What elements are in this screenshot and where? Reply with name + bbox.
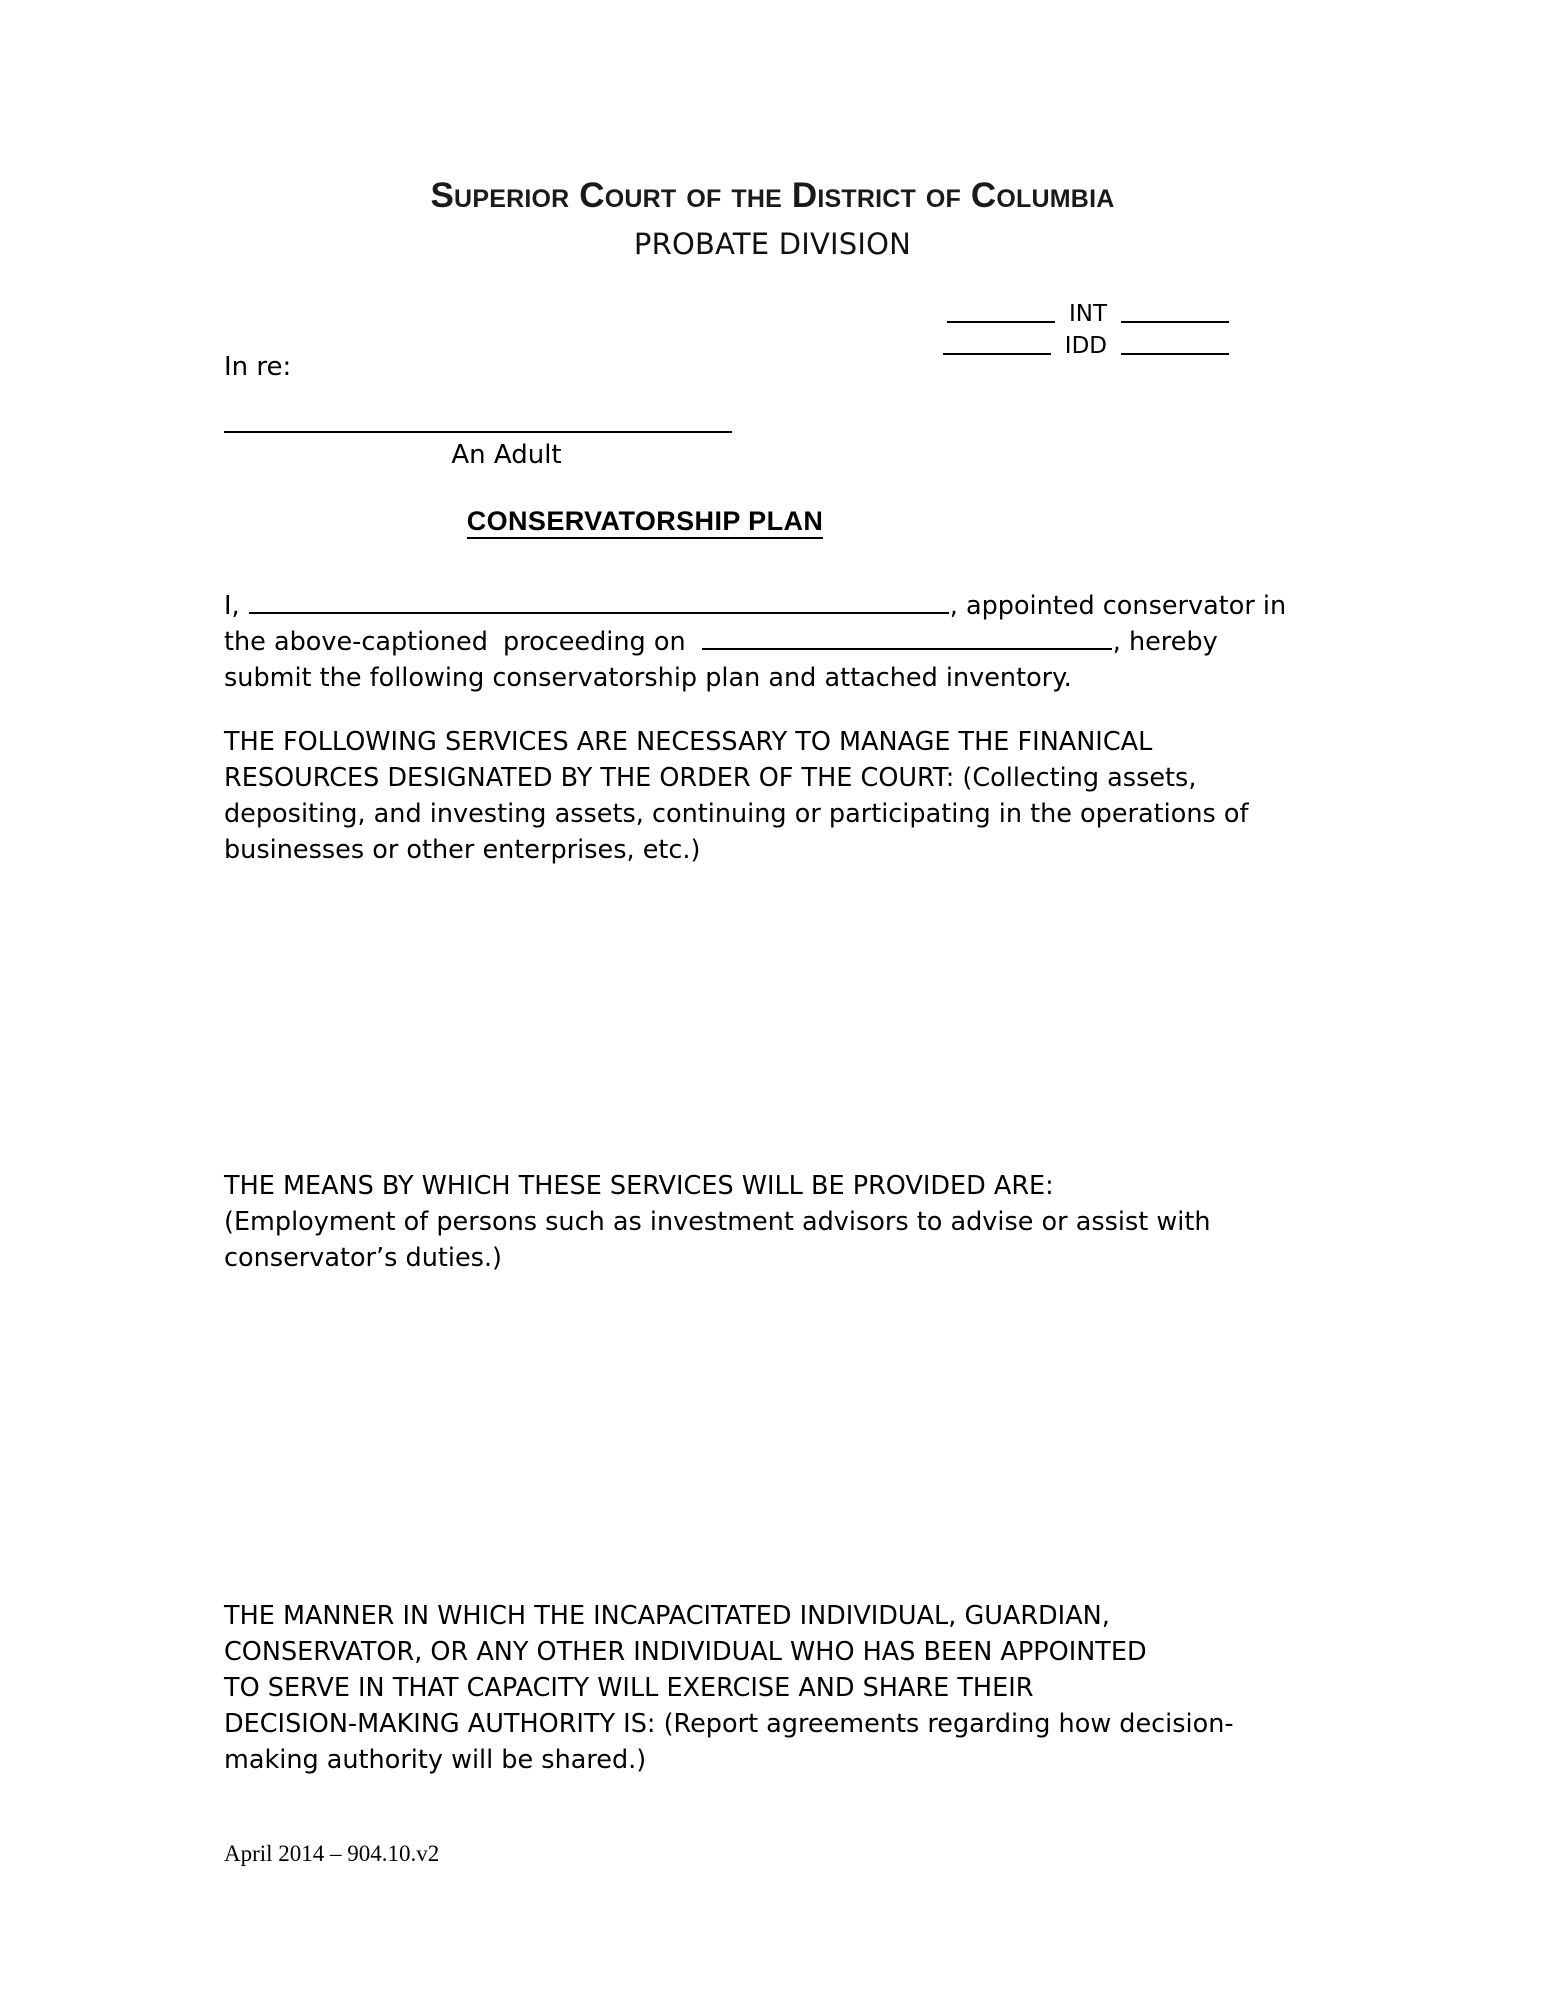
manner-line-3: TO SERVE IN THAT CAPACITY WILL EXERCISE AND SHARE THEIR — [224, 1673, 1034, 1703]
intro-i-prefix: I, — [224, 591, 240, 621]
services-line-1: THE FOLLOWING SERVICES ARE NECESSARY TO MANAGE THE FINANICAL — [224, 727, 1153, 757]
idd-blank-right[interactable] — [1121, 334, 1229, 355]
manner-line-4: DECISION-MAKING AUTHORITY IS: (Report agreements regarding how decision- — [224, 1709, 1234, 1739]
means-line-2: (Employment of persons such as investment advisors to advise or assist with — [224, 1207, 1211, 1237]
int-blank-left[interactable] — [947, 302, 1055, 323]
appointment-date-blank[interactable] — [702, 627, 1112, 650]
an-adult-label: An Adult — [451, 440, 562, 470]
intro-line-1 — [224, 588, 1294, 624]
idd-blank-left[interactable] — [943, 334, 1051, 355]
court-title: Superior Court of the District of Columbia — [430, 176, 1115, 215]
document-header — [0, 178, 1545, 261]
intro-line-2 — [224, 624, 1294, 660]
manner-line-2: CONSERVATOR, OR ANY OTHER INDIVIDUAL WHO HAS BEEN APPOINTED — [224, 1637, 1147, 1667]
intro-line2-suffix: , hereby — [1112, 627, 1218, 657]
manner-section — [224, 1598, 1294, 1778]
idd-row — [879, 323, 1229, 359]
intro-line2-mid: proceeding on — [503, 627, 686, 657]
services-section — [224, 724, 1294, 868]
intro-line1-suffix: , appointed conservator in — [949, 591, 1287, 621]
division-title: PROBATE DIVISION — [633, 226, 912, 261]
conservator-name-blank[interactable] — [249, 591, 949, 614]
form-revision-footer: April 2014 – 904.10.v2 — [224, 1841, 440, 1866]
services-line-3: depositing, and investing assets, continuing or participating in the operations of — [224, 799, 1249, 829]
intro-line-3: submit the following conservatorship plan and attached inventory. — [224, 663, 1072, 693]
means-line-1: THE MEANS BY WHICH THESE SERVICES WILL BE PROVIDED ARE: — [224, 1171, 1054, 1201]
manner-line-5: making authority will be shared.) — [224, 1745, 647, 1775]
int-blank-right[interactable] — [1121, 302, 1229, 323]
means-line-3: conservator’s duties.) — [224, 1243, 502, 1273]
page-title — [0, 506, 1290, 537]
services-line-2: RESOURCES DESIGNATED BY THE ORDER OF THE COURT: (Collecting assets, — [224, 763, 1197, 793]
int-label: INT — [1068, 301, 1107, 327]
means-section — [224, 1168, 1294, 1276]
intro-line2-prefix: the above-captioned — [224, 627, 488, 657]
page-title-text: CONSERVATORSHIP PLAN — [467, 506, 824, 539]
services-line-4: businesses or other enterprises, etc.) — [224, 835, 701, 865]
adult-name-blank[interactable] — [224, 429, 732, 433]
int-row — [879, 291, 1229, 327]
in-re-label: In re: — [224, 352, 292, 382]
intro-paragraph — [224, 588, 1294, 696]
case-number-block — [879, 291, 1229, 359]
idd-label: IDD — [1064, 333, 1107, 359]
manner-line-1: THE MANNER IN WHICH THE INCAPACITATED INDIVIDUAL, GUARDIAN, — [224, 1601, 1110, 1631]
